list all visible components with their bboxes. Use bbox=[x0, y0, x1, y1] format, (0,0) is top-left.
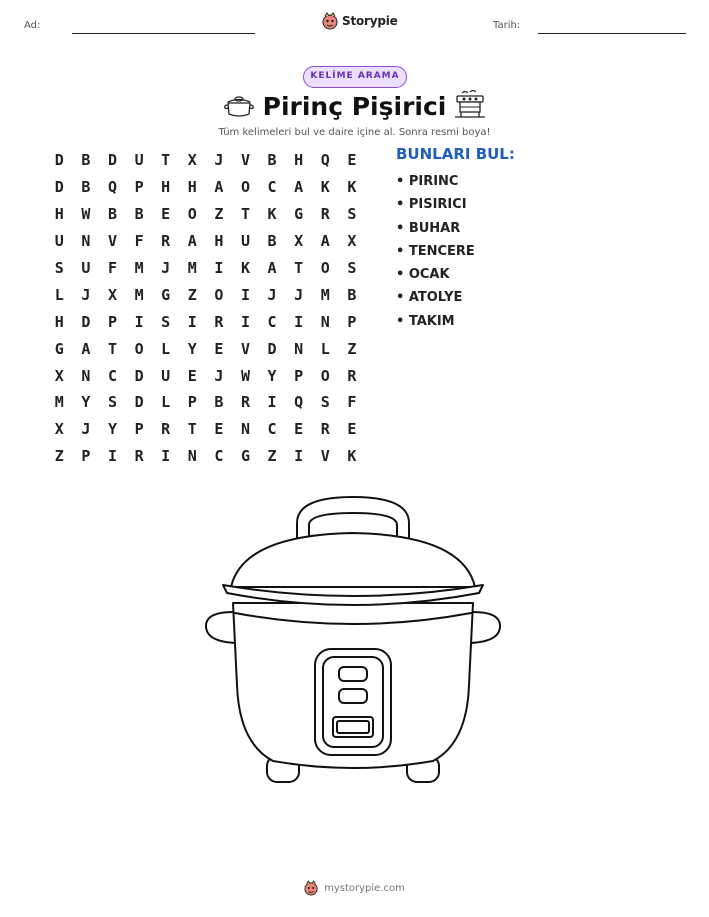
grid-letter[interactable]: I bbox=[187, 312, 197, 331]
grid-letter[interactable]: W bbox=[81, 205, 91, 224]
grid-letter[interactable]: K bbox=[267, 205, 277, 224]
grid-letter[interactable]: K bbox=[347, 178, 357, 197]
grid-letter[interactable]: R bbox=[347, 366, 357, 385]
cooker-left-handle bbox=[206, 612, 237, 643]
grid-letter[interactable]: S bbox=[161, 312, 171, 331]
word-list-item: • TAKIM bbox=[396, 313, 455, 329]
grid-letter[interactable]: X bbox=[187, 151, 197, 170]
grid-letter[interactable]: A bbox=[294, 178, 304, 197]
grid-letter[interactable]: J bbox=[81, 420, 91, 439]
grid-letter[interactable]: B bbox=[134, 205, 144, 224]
grid-letter[interactable]: K bbox=[240, 259, 250, 277]
grid-letter[interactable]: S bbox=[320, 393, 330, 412]
grid-letter[interactable]: G bbox=[161, 285, 171, 304]
grid-letter[interactable]: V bbox=[240, 151, 250, 170]
grid-letter[interactable]: N bbox=[240, 420, 250, 439]
grid-letter[interactable]: D bbox=[54, 151, 64, 170]
grid-letter[interactable]: D bbox=[134, 366, 144, 385]
grid-letter[interactable]: O bbox=[320, 366, 330, 385]
grid-letter[interactable]: C bbox=[267, 420, 277, 439]
grid-letter[interactable]: L bbox=[161, 339, 171, 358]
grid-letter[interactable]: Y bbox=[107, 420, 117, 439]
grid-letter[interactable]: Q bbox=[320, 151, 330, 170]
word-list-item: • ATOLYE bbox=[396, 290, 463, 306]
grid-letter[interactable]: T bbox=[161, 151, 171, 170]
grid-letter[interactable]: I bbox=[214, 259, 224, 277]
brand-logo bbox=[322, 12, 398, 30]
footer-url[interactable]: mystorypie.com bbox=[324, 882, 405, 894]
grid-letter[interactable]: Q bbox=[294, 393, 304, 412]
page-title: Pirinç Pişirici bbox=[262, 92, 447, 121]
grid-letter[interactable]: S bbox=[347, 259, 357, 277]
grid-letter[interactable]: N bbox=[294, 339, 304, 358]
date-line[interactable] bbox=[538, 33, 686, 34]
name-line[interactable] bbox=[72, 33, 255, 34]
brand-name: Storypie bbox=[342, 14, 398, 28]
cooker-lid bbox=[231, 533, 475, 587]
activity-badge: KELİME ARAMA bbox=[303, 66, 407, 88]
grid-letter[interactable]: D bbox=[107, 151, 117, 170]
grid-letter[interactable]: A bbox=[214, 178, 224, 197]
grid-letter[interactable]: A bbox=[187, 232, 197, 251]
grid-letter[interactable]: A bbox=[320, 232, 330, 251]
word-list-item: • BUHAR bbox=[396, 220, 461, 236]
grid-letter[interactable]: O bbox=[134, 339, 144, 358]
grid-letter[interactable]: I bbox=[267, 393, 277, 412]
grid-letter[interactable]: S bbox=[107, 393, 117, 412]
grid-letter[interactable]: M bbox=[320, 285, 330, 304]
grid-letter[interactable]: N bbox=[187, 447, 197, 466]
grid-row bbox=[46, 362, 366, 389]
grid-letter[interactable]: B bbox=[107, 205, 117, 224]
control-button-top[interactable] bbox=[339, 667, 367, 681]
grid-letter[interactable]: B bbox=[267, 232, 277, 251]
grid-row bbox=[46, 174, 366, 201]
grid-letter[interactable]: E bbox=[347, 151, 357, 170]
grid-letter[interactable]: G bbox=[54, 339, 64, 358]
grid-letter[interactable]: I bbox=[294, 312, 304, 331]
grid-letter[interactable]: T bbox=[294, 259, 304, 277]
grid-letter[interactable]: B bbox=[347, 285, 357, 304]
grid-letter[interactable]: I bbox=[161, 447, 171, 466]
word-list bbox=[396, 170, 475, 333]
grid-letter[interactable]: U bbox=[161, 366, 171, 385]
grid-letter[interactable]: O bbox=[240, 178, 250, 197]
grid-letter[interactable]: L bbox=[320, 339, 330, 358]
grid-row bbox=[46, 416, 366, 443]
grid-letter[interactable]: Y bbox=[81, 393, 91, 412]
grid-letter[interactable]: W bbox=[240, 366, 250, 385]
grid-letter[interactable]: B bbox=[81, 151, 91, 170]
grid-letter[interactable]: I bbox=[294, 447, 304, 466]
instructions: Tüm kelimeleri bul ve daire içine al. Sonra resmi boya! bbox=[218, 127, 491, 138]
grid-letter[interactable]: H bbox=[214, 232, 224, 251]
word-list-item: • TENCERE bbox=[396, 243, 475, 259]
grid-letter[interactable]: D bbox=[54, 178, 64, 197]
grid-letter[interactable]: X bbox=[107, 285, 117, 304]
word-list-item: • OCAK bbox=[396, 267, 450, 283]
grid-letter[interactable]: O bbox=[214, 285, 224, 304]
grid-letter[interactable]: X bbox=[347, 232, 357, 251]
grid-letter[interactable]: E bbox=[161, 205, 171, 224]
grid-row bbox=[46, 201, 366, 228]
grid-row bbox=[46, 281, 366, 308]
grid-letter[interactable]: L bbox=[161, 393, 171, 412]
grid-letter[interactable]: S bbox=[54, 259, 64, 277]
grid-letter[interactable]: E bbox=[214, 420, 224, 439]
grid-letter[interactable]: Y bbox=[187, 339, 197, 358]
grid-letter[interactable]: R bbox=[320, 205, 330, 224]
grid-letter[interactable]: B bbox=[267, 151, 277, 170]
grid-letter[interactable]: N bbox=[81, 232, 91, 251]
grid-letter[interactable]: R bbox=[161, 232, 171, 251]
grid-row bbox=[46, 147, 366, 174]
grid-letter[interactable]: N bbox=[320, 312, 330, 331]
footer bbox=[0, 880, 709, 896]
stove-icon bbox=[453, 88, 487, 120]
grid-row bbox=[46, 335, 366, 362]
grid-letter[interactable]: K bbox=[347, 447, 357, 466]
grid-letter[interactable]: U bbox=[134, 151, 144, 170]
grid-letter[interactable]: R bbox=[161, 420, 171, 439]
grid-letter[interactable]: V bbox=[240, 339, 250, 358]
grid-letter[interactable]: I bbox=[107, 447, 117, 466]
grid-letter[interactable]: D bbox=[81, 312, 91, 331]
grid-letter[interactable]: F bbox=[107, 259, 117, 277]
grid-letter[interactable]: P bbox=[81, 447, 91, 466]
grid-letter[interactable]: J bbox=[81, 285, 91, 304]
grid-letter[interactable]: V bbox=[107, 232, 117, 251]
grid-letter[interactable]: Z bbox=[267, 447, 277, 466]
date-label: Tarih: bbox=[493, 20, 521, 31]
grid-letter[interactable]: J bbox=[214, 366, 224, 385]
grid-letter[interactable]: B bbox=[81, 178, 91, 197]
grid-letter[interactable]: E bbox=[214, 339, 224, 358]
grid-letter[interactable]: P bbox=[187, 393, 197, 412]
grid-letter[interactable]: A bbox=[81, 339, 91, 358]
letter-grid bbox=[46, 147, 366, 470]
grid-letter[interactable]: U bbox=[240, 232, 250, 251]
control-button-middle[interactable] bbox=[339, 689, 367, 703]
grid-letter[interactable]: Q bbox=[107, 178, 117, 197]
grid-row bbox=[46, 389, 366, 416]
grid-letter[interactable]: T bbox=[187, 420, 197, 439]
grid-letter[interactable]: S bbox=[347, 205, 357, 224]
grid-letter[interactable]: G bbox=[240, 447, 250, 466]
grid-letter[interactable]: H bbox=[294, 151, 304, 170]
grid-letter[interactable]: E bbox=[294, 420, 304, 439]
grid-letter[interactable]: G bbox=[294, 205, 304, 224]
grid-letter[interactable]: C bbox=[267, 178, 277, 197]
grid-letter[interactable]: M bbox=[187, 259, 197, 277]
grid-letter[interactable]: E bbox=[347, 420, 357, 439]
grid-letter[interactable]: Z bbox=[347, 339, 357, 358]
grid-letter[interactable]: B bbox=[214, 393, 224, 412]
grid-letter[interactable]: I bbox=[240, 285, 250, 304]
grid-letter[interactable]: R bbox=[134, 447, 144, 466]
grid-letter[interactable]: N bbox=[81, 366, 91, 385]
grid-letter[interactable]: O bbox=[187, 205, 197, 224]
grid-letter[interactable]: F bbox=[347, 393, 357, 412]
grid-letter[interactable]: X bbox=[54, 366, 64, 385]
storypie-logo-icon bbox=[322, 12, 338, 30]
storypie-logo-icon bbox=[304, 880, 318, 896]
grid-letter[interactable]: J bbox=[267, 285, 277, 304]
grid-letter[interactable]: U bbox=[81, 259, 91, 277]
grid-letter[interactable]: J bbox=[161, 259, 171, 277]
grid-letter[interactable]: H bbox=[161, 178, 171, 197]
grid-row bbox=[46, 443, 366, 470]
grid-letter[interactable]: P bbox=[134, 420, 144, 439]
grid-letter[interactable]: E bbox=[187, 366, 197, 385]
grid-letter[interactable]: D bbox=[134, 393, 144, 412]
grid-letter[interactable]: X bbox=[54, 420, 64, 439]
grid-letter[interactable]: T bbox=[107, 339, 117, 358]
grid-letter[interactable]: M bbox=[54, 393, 64, 412]
grid-letter[interactable]: P bbox=[294, 366, 304, 385]
grid-row bbox=[46, 308, 366, 335]
grid-row bbox=[46, 228, 366, 255]
grid-letter[interactable]: F bbox=[134, 232, 144, 251]
grid-letter[interactable]: H bbox=[54, 312, 64, 331]
cooker-right-handle bbox=[469, 612, 500, 643]
grid-letter[interactable]: C bbox=[214, 447, 224, 466]
grid-letter[interactable]: L bbox=[54, 285, 64, 304]
grid-letter[interactable]: O bbox=[320, 259, 330, 277]
grid-letter[interactable]: T bbox=[240, 205, 250, 224]
grid-letter[interactable]: K bbox=[320, 178, 330, 197]
grid-letter[interactable]: R bbox=[240, 393, 250, 412]
grid-letter[interactable]: X bbox=[294, 232, 304, 251]
grid-letter[interactable]: P bbox=[107, 312, 117, 331]
name-label: Ad: bbox=[24, 20, 41, 31]
rice-cooker-illustration[interactable] bbox=[195, 485, 511, 790]
grid-letter[interactable]: A bbox=[267, 259, 277, 277]
grid-letter[interactable]: J bbox=[294, 285, 304, 304]
grid-letter[interactable]: H bbox=[54, 205, 64, 224]
grid-letter[interactable]: I bbox=[240, 312, 250, 331]
grid-row bbox=[46, 255, 366, 282]
grid-letter[interactable]: R bbox=[320, 420, 330, 439]
grid-letter[interactable]: U bbox=[54, 232, 64, 251]
grid-letter[interactable]: J bbox=[214, 151, 224, 170]
grid-letter[interactable]: P bbox=[134, 178, 144, 197]
grid-letter[interactable]: Y bbox=[267, 366, 277, 385]
grid-letter[interactable]: C bbox=[107, 366, 117, 385]
grid-letter[interactable]: Z bbox=[214, 205, 224, 224]
grid-letter[interactable]: Z bbox=[54, 447, 64, 466]
grid-letter[interactable]: V bbox=[320, 447, 330, 466]
grid-letter[interactable]: M bbox=[134, 259, 144, 277]
grid-letter[interactable]: Z bbox=[187, 285, 197, 304]
grid-letter[interactable]: D bbox=[267, 339, 277, 358]
word-list-item: • PISIRICI bbox=[396, 197, 467, 213]
grid-letter[interactable]: C bbox=[267, 312, 277, 331]
grid-letter[interactable]: H bbox=[187, 178, 197, 197]
grid-letter[interactable]: R bbox=[214, 312, 224, 331]
word-list-title: BUNLARI BUL: bbox=[396, 145, 515, 163]
grid-letter[interactable]: I bbox=[134, 312, 144, 331]
grid-letter[interactable]: P bbox=[347, 312, 357, 331]
word-list-item: • PIRINC bbox=[396, 174, 459, 189]
grid-letter[interactable]: M bbox=[134, 285, 144, 304]
